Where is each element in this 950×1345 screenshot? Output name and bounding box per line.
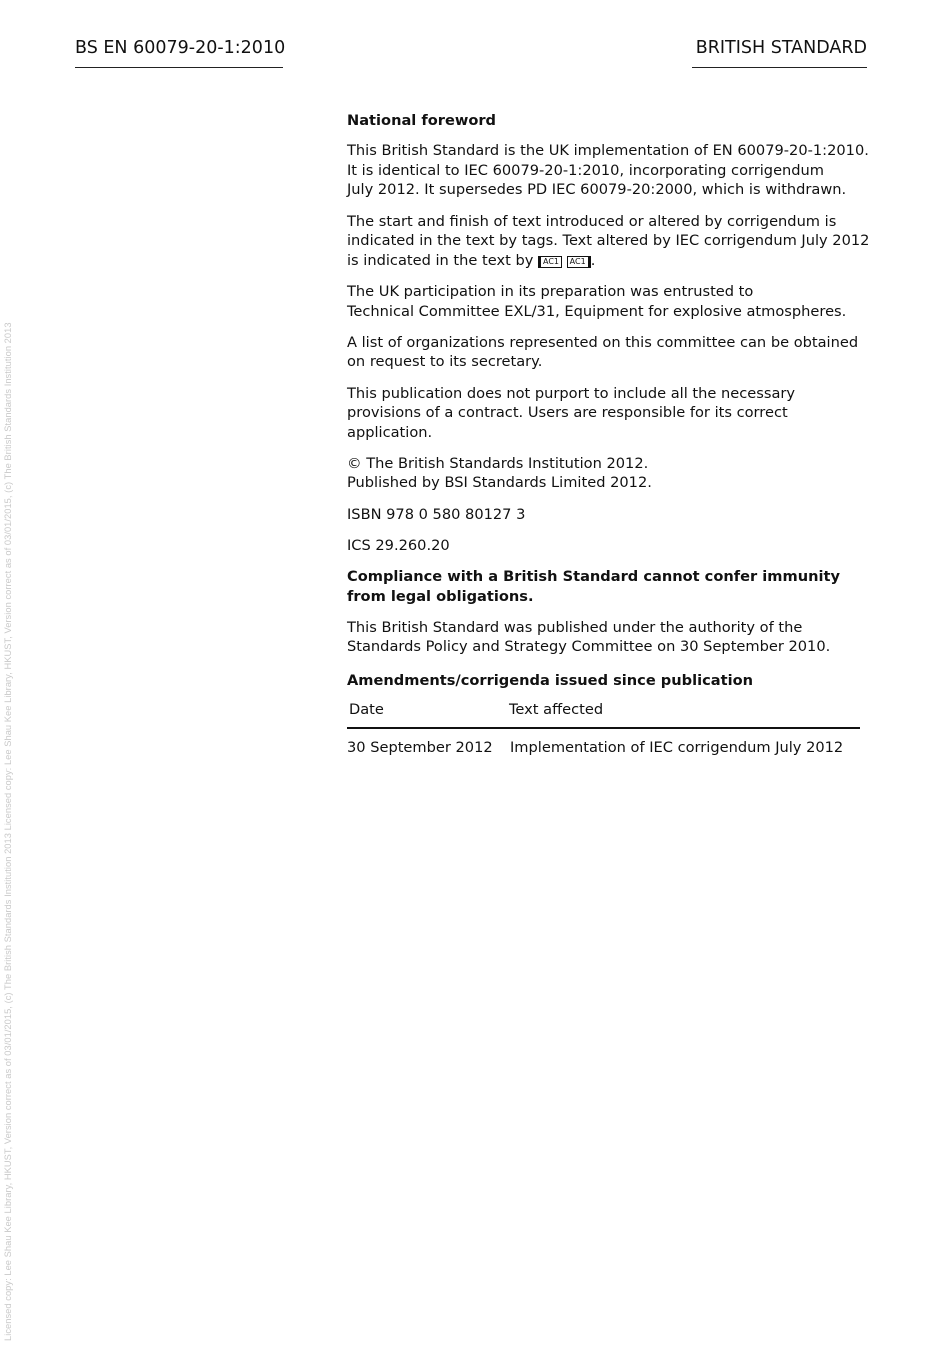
copyright-notice	[347, 454, 867, 493]
column-header-text-affected: Text affected	[507, 700, 860, 729]
text-line: on request to its secretary.	[347, 353, 543, 371]
corrigendum-close-tag-icon: AC1	[567, 256, 591, 268]
text-line: Technical Committee EXL/31, Equipment for explosive atmospheres.	[347, 302, 847, 320]
text-line: This British Standard was published under the authority of the	[347, 618, 803, 636]
amendments-table	[347, 700, 860, 758]
national-foreword	[347, 111, 870, 758]
document-number: BS EN 60079-20-1:2010	[75, 38, 283, 68]
table-row	[347, 728, 860, 758]
isbn: ISBN 978 0 580 80127 3	[347, 505, 526, 523]
amendment-text-affected: Implementation of IEC corrigendum July 2012	[510, 739, 844, 757]
text-line: July 2012. It supersedes PD IEC 60079-20:2000, which is withdrawn.	[347, 181, 847, 199]
text-line: The start and finish of text introduced or altered by corrigendum is	[347, 212, 837, 230]
text-line: Compliance with a British Standard cannot confer immunity	[347, 568, 840, 586]
publisher-label: BRITISH STANDARD	[692, 38, 867, 68]
text-line: This publication does not purport to include all the necessary	[347, 384, 796, 402]
text-line: provisions of a contract. Users are responsible for its correct	[347, 404, 788, 422]
text-line: © The British Standards Institution 2012.	[347, 454, 649, 472]
text-line: Published by BSI Standards Limited 2012.	[347, 474, 652, 492]
text-line: Standards Policy and Strategy Committee on 30 September 2010.	[347, 638, 831, 656]
amendment-date: 30 September 2012	[347, 739, 493, 757]
column-header-date: Date	[347, 700, 507, 729]
authority-statement	[347, 618, 867, 657]
amendments-title: Amendments/corrigenda issued since publication	[347, 672, 753, 689]
text-line: The UK participation in its preparation was entrusted to	[347, 282, 754, 300]
text-line: indicated in the text by tags. Text altered by IEC corrigendum July 2012	[347, 232, 870, 250]
foreword-paragraph-organizations	[347, 333, 867, 372]
corrigendum-open-tag-icon: AC1	[538, 256, 562, 268]
ics-code: ICS 29.260.20	[347, 536, 450, 554]
foreword-paragraph-committee	[347, 282, 867, 321]
text-line: It is identical to IEC 60079-20-1:2010, incorporating corrigendum	[347, 161, 825, 179]
text-fragment: .	[590, 251, 596, 269]
text-line: This British Standard is the UK implementation of EN 60079-20-1:2010.	[347, 142, 869, 160]
text-line: application.	[347, 423, 433, 441]
foreword-title: National foreword	[347, 112, 497, 129]
foreword-paragraph-contract	[347, 384, 867, 443]
text-fragment: is indicated in the text by	[347, 251, 534, 269]
text-line: A list of organizations represented on this committee can be obtained	[347, 333, 859, 351]
foreword-paragraph-tags	[347, 212, 870, 271]
foreword-paragraph-implementation	[347, 141, 867, 200]
table-header-row	[347, 700, 860, 729]
text-line-with-tags	[347, 251, 867, 271]
license-watermark: Licensed copy: Lee Shau Kee Library, HKUST, Version correct as of 03/01/2015, (c) The British Standards Institution 2013 Licensed copy: Lee Shau Kee Library, HKUST, Version correct as of 03/01/2015, (c) The British Standards Institution 2013	[3, 322, 13, 1341]
text-line: from legal obligations.	[347, 587, 534, 605]
compliance-notice	[347, 567, 867, 606]
